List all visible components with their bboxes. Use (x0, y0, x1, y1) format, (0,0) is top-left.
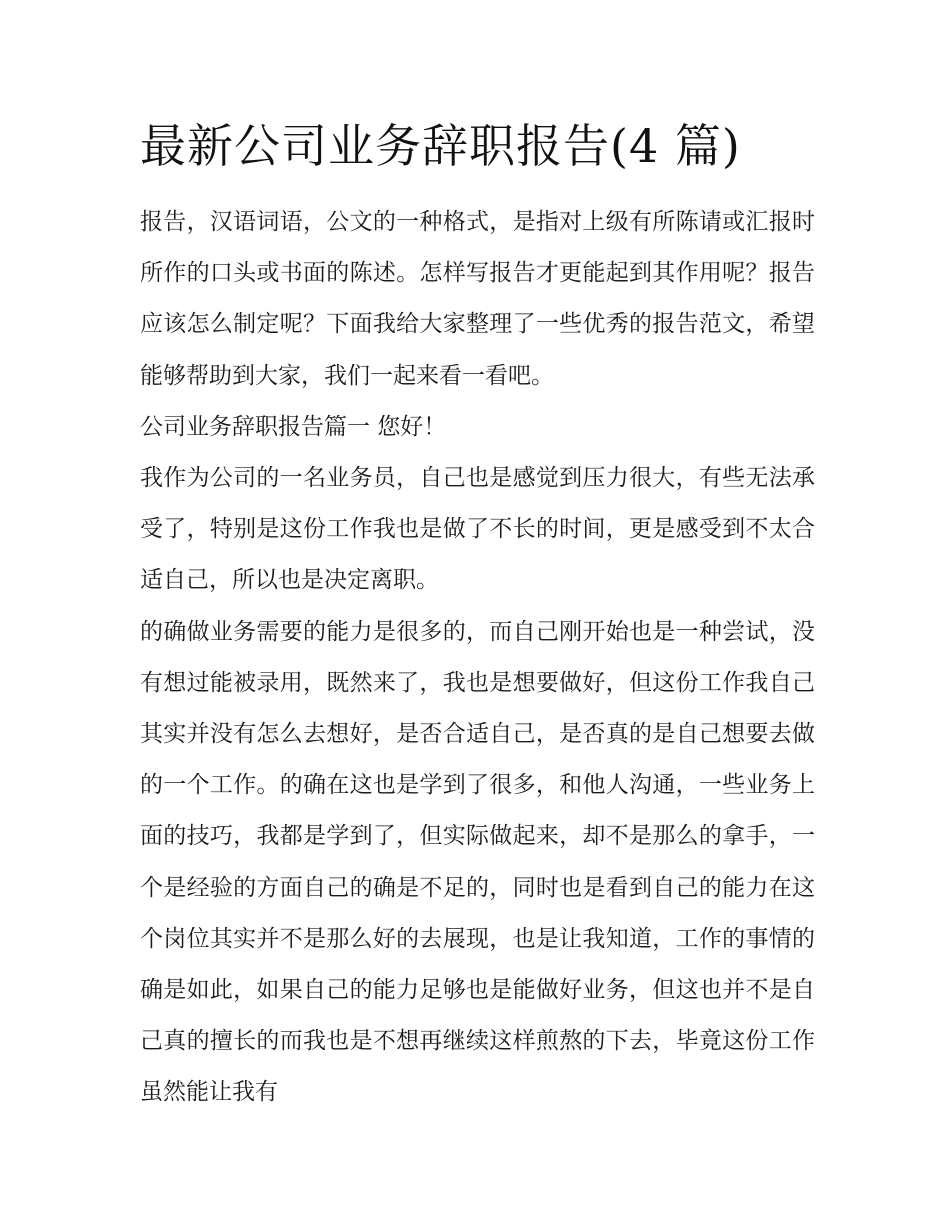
body-paragraph: 的确做业务需要的能力是很多的，而自己刚开始也是一种尝试，没有想过能被录用，既然来了，我也是想要做好，但这份工作我自己其实并没有怎么去想好，是否合适自己，是否真的是自己想要去做的一个工作。的确在这也是学到了很多，和他人沟通，一些业务上面的技巧，我都是学到了，但实际做起来，却不是那么的拿手，一个是经验的方面自己的确是不足的，同时也是看到自己的能力在这个岗位其实并不是那么好的去展现，也是让我知道，工作的事情的确是如此，如果自己的能力足够也是能做好业务，但这也并不是自己真的擅长的而我也是不想再继续这样煎熬的下去，毕竟这份工作虽然能让我有 (140, 618, 815, 1106)
section-heading: 公司业务辞职报告篇一 您好！ (140, 413, 447, 440)
document-title: 最新公司业务辞职报告(4 篇) (140, 119, 741, 173)
intro-paragraph: 报告，汉语词语，公文的一种格式，是指对上级有所陈请或汇报时所作的口头或书面的陈述。怎样写报告才更能起到其作用呢？报告应该怎么制定呢？下面我给大家整理了一些优秀的报告范文，希望能够帮助到大家，我们一起来看一看吧。 (140, 209, 815, 389)
body-paragraph: 我作为公司的一名业务员，自己也是感觉到压力很大，有些无法承受了，特别是这份工作我也是做了不长的时间，更是感受到不太合适自己，所以也是决定离职。 (140, 465, 815, 594)
document-body (140, 197, 815, 1119)
